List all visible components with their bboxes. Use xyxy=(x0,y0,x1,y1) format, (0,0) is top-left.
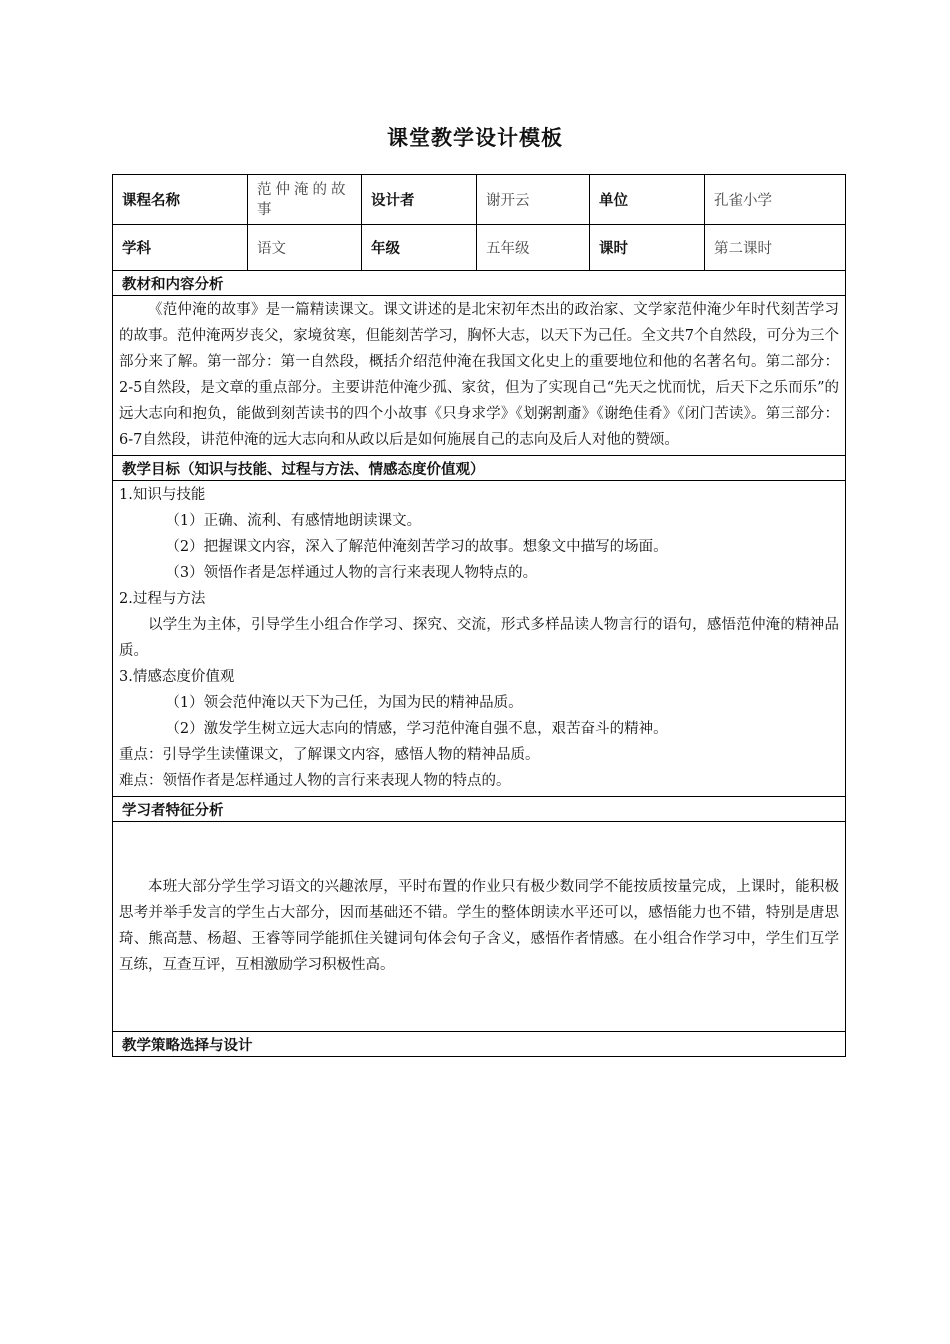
emotion-title: 3.情感态度价值观 xyxy=(119,669,235,685)
analysis-text: 《范仲淹的故事》是一篇精读课文。课文讲述的是北宋初年杰出的政治家、文学家范仲淹少年时代刻苦学习的故事。范仲淹两岁丧父，家境贫寒，但能刻苦学习，胸怀大志，以天下为己任。全文共7个自然段，可分为三个部分来了解。第一部分：第一自然段，概括介绍范仲淹在我国文化史上的重要地位和他的名著名句。第二部分：2-5自然段，是文章的重点部分。主要讲范仲淹少孤、家贫，但为了实现自己“先天之忧而忧，后天下之乐而乐”的远大志向和抱负，能做到刻苦读书的四个小故事《只身求学》《划粥割齑》《谢绝佳肴》《闭门苦读》。第三部分：6-7自然段，讲范仲淹的远大志向和从政以后是如何施展自己的志向及后人对他的赞颂。 xyxy=(119,302,839,448)
knowledge-title: 1.知识与技能 xyxy=(119,487,206,503)
process-text: 以学生为主体，引导学生小组合作学习、探究、交流，形式多样品读人物言行的语句，感悟范仲淹的精神品质。 xyxy=(119,617,839,659)
subject-label: 学科 xyxy=(113,225,248,271)
lesson-design-table xyxy=(112,174,846,1057)
unit-label: 单位 xyxy=(590,175,705,225)
designer-label: 设计者 xyxy=(362,175,477,225)
objectives-cell xyxy=(113,481,846,797)
process-title: 2.过程与方法 xyxy=(119,591,206,607)
unit-value: 孔雀小学 xyxy=(705,175,846,225)
emotion-item-2: （2）激发学生树立远大志向的情感，学习范仲淹自强不息，艰苦奋斗的精神。 xyxy=(165,721,668,737)
analysis-heading: 教材和内容分析 xyxy=(113,271,846,296)
knowledge-item-2: （2）把握课文内容，深入了解范仲淹刻苦学习的故事。想象文中描写的场面。 xyxy=(165,539,668,555)
info-row-2 xyxy=(113,225,846,271)
period-value: 第二课时 xyxy=(705,225,846,271)
period-label: 课时 xyxy=(590,225,705,271)
key-point: 重点：引导学生读懂课文，了解课文内容，感悟人物的精神品质。 xyxy=(119,747,540,763)
learner-heading-row xyxy=(113,797,846,822)
info-row-1 xyxy=(113,175,846,225)
analysis-heading-row xyxy=(113,271,846,296)
learner-text: 本班大部分学生学习语文的兴趣浓厚，平时布置的作业只有极少数同学不能按质按量完成，上课时，能积极思考并举手发言的学生占大部分，因而基础还不错。学生的整体朗读水平还可以，感悟能力也不错，特别是唐思琦、熊高慧、杨超、王睿等同学能抓住关键词句体会句子含义，感悟作者情感。在小组合作学习中，学生们互学互练，互查互评，互相激励学习积极性高。 xyxy=(119,879,839,973)
knowledge-item-3: （3）领悟作者是怎样通过人物的言行来表现人物特点的。 xyxy=(165,565,538,581)
strategy-heading: 教学策略选择与设计 xyxy=(113,1032,846,1057)
learner-body-row xyxy=(113,822,846,1032)
page-title: 课堂教学设计模板 xyxy=(387,126,563,150)
emotion-item-1: （1）领会范仲淹以天下为己任，为国为民的精神品质。 xyxy=(165,695,523,711)
objectives-heading-row xyxy=(113,456,846,481)
knowledge-item-1: （1）正确、流利、有感情地朗读课文。 xyxy=(165,513,422,529)
difficulty-point: 难点：领悟作者是怎样通过人物的言行来表现人物的特点的。 xyxy=(119,773,511,789)
course-name-label: 课程名称 xyxy=(113,175,248,225)
strategy-heading-row xyxy=(113,1032,846,1057)
designer-value: 谢开云 xyxy=(477,175,590,225)
grade-value: 五年级 xyxy=(477,225,590,271)
analysis-body-row xyxy=(113,296,846,456)
objectives-heading: 教学目标（知识与技能、过程与方法、情感态度价值观） xyxy=(113,456,846,481)
learner-heading: 学习者特征分析 xyxy=(113,797,846,822)
learner-cell xyxy=(113,822,846,1032)
objectives-body-row xyxy=(113,481,846,797)
subject-value: 语文 xyxy=(248,225,362,271)
analysis-cell xyxy=(113,296,846,456)
course-name-value: 范仲淹的故事 xyxy=(248,175,362,225)
grade-label: 年级 xyxy=(362,225,477,271)
